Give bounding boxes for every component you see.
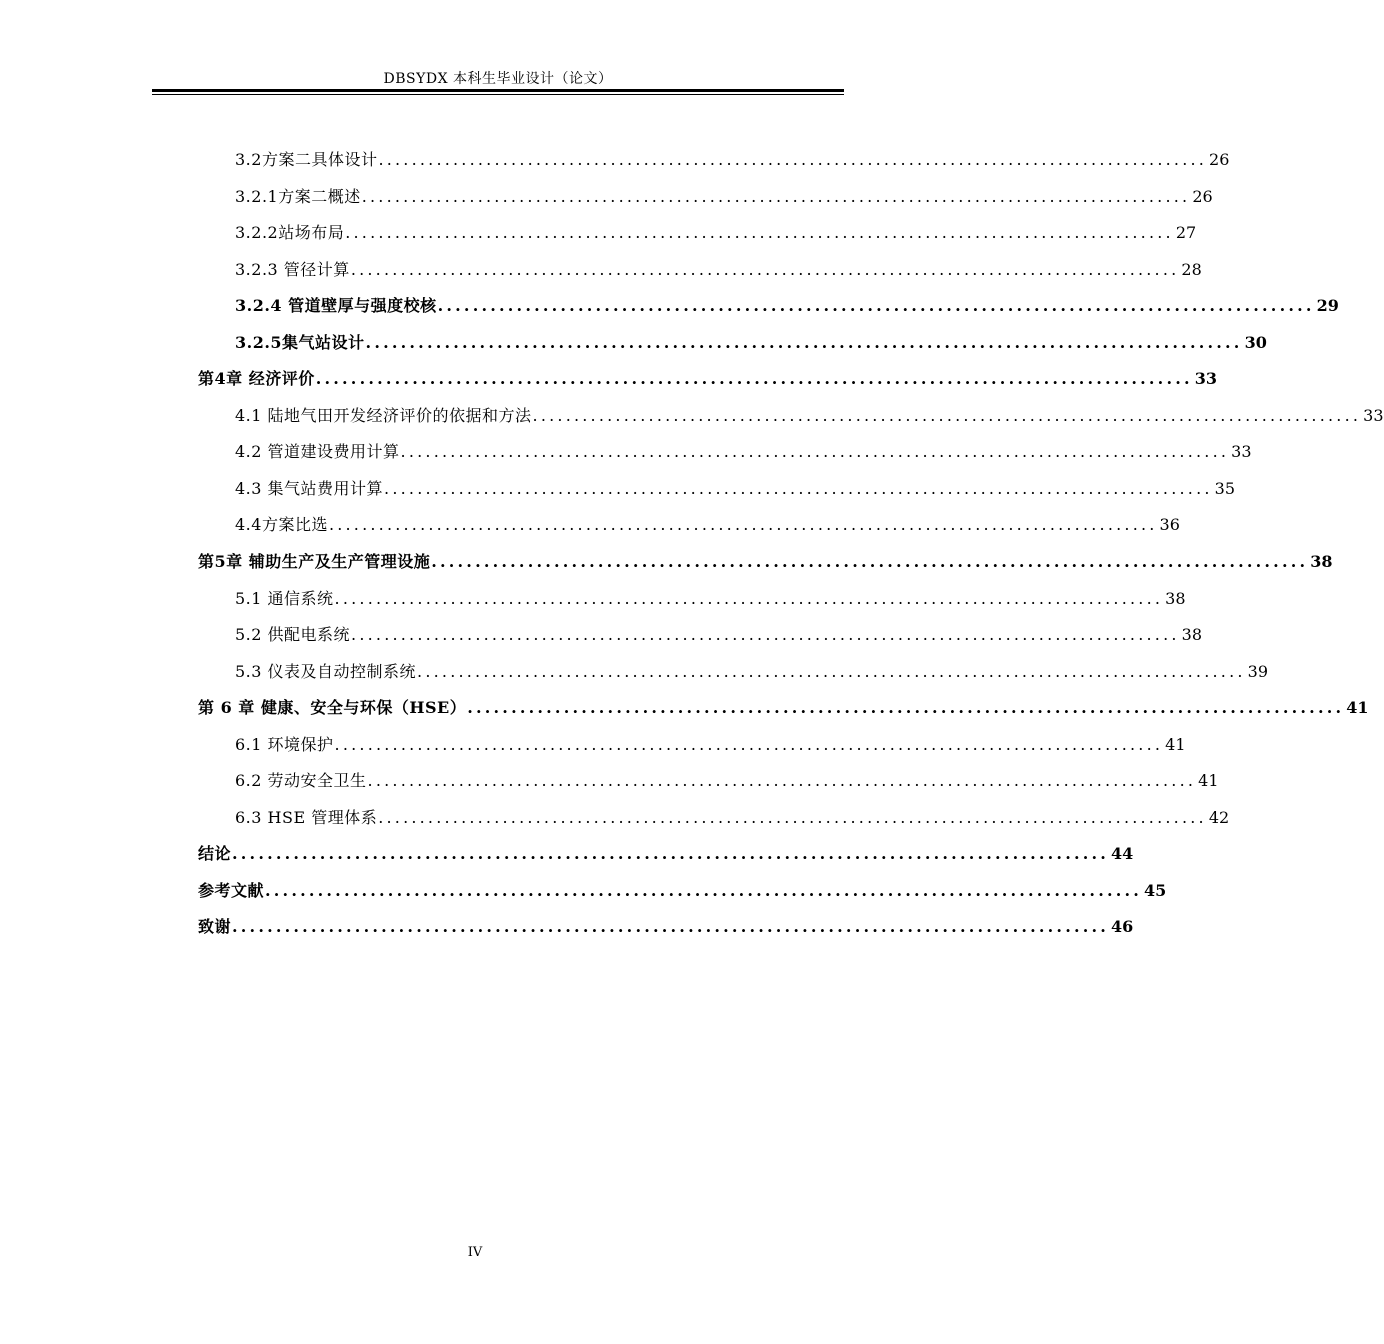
toc-leader: .................................................................................................... — [315, 369, 1193, 388]
toc-leader: .................................................................................................... — [345, 223, 1174, 242]
toc-entry[interactable] — [235, 621, 1202, 645]
toc-entry-label: 3.2.1方案二概述 — [235, 187, 361, 206]
toc-entry-page: 44 — [1111, 844, 1134, 863]
toc-entry-page: 33 — [1194, 369, 1218, 388]
toc-entry-label: 3.2.5集气站设计 — [235, 333, 365, 352]
toc-entry-label: 参考文献 — [198, 881, 265, 900]
toc-leader: .................................................................................................... — [367, 771, 1197, 790]
toc-entry-page: 33 — [1363, 406, 1384, 425]
toc-leader: .................................................................................................... — [361, 187, 1191, 206]
toc-leader: .................................................................................................... — [351, 625, 1180, 644]
toc-leader: .................................................................................................... — [334, 589, 1164, 608]
toc-entry-page: 45 — [1144, 881, 1167, 900]
toc-entry-page: 41 — [1198, 771, 1219, 790]
toc-entry-label: 第5章 辅助生产及生产管理设施 — [198, 552, 431, 571]
toc-entry-label: 6.3 HSE 管理体系 — [235, 808, 378, 827]
toc-leader: .................................................................................................... — [417, 662, 1246, 681]
toc-entry-page: 28 — [1181, 260, 1202, 279]
toc-entry-page: 39 — [1247, 662, 1268, 681]
toc-entry-page: 38 — [1165, 589, 1186, 608]
toc-entry-page: 29 — [1316, 296, 1339, 315]
toc-entry[interactable] — [235, 767, 1219, 791]
toc-entry[interactable] — [235, 146, 1230, 170]
toc-entry[interactable] — [235, 256, 1202, 280]
toc-leader: .................................................................................................... — [384, 479, 1213, 498]
toc-entry[interactable] — [198, 877, 1167, 901]
toc-entry-label: 6.1 环境保护 — [235, 735, 334, 754]
toc-entry[interactable] — [235, 219, 1197, 243]
toc-leader: .................................................................................................... — [265, 881, 1143, 900]
toc-entry-page: 35 — [1214, 479, 1235, 498]
toc-leader: .................................................................................................... — [532, 406, 1362, 425]
toc-leader: .................................................................................................... — [378, 808, 1207, 827]
toc-entry-page: 26 — [1192, 187, 1213, 206]
toc-entry[interactable] — [235, 511, 1180, 535]
toc-leader: .................................................................................................... — [232, 917, 1110, 936]
toc-leader: .................................................................................................... — [232, 844, 1110, 863]
toc-entry-label: 4.3 集气站费用计算 — [235, 479, 384, 498]
toc-entry[interactable] — [235, 438, 1252, 462]
toc-leader: .................................................................................................... — [431, 552, 1309, 571]
toc-entry-page: 42 — [1208, 808, 1230, 827]
toc-entry[interactable] — [235, 731, 1186, 755]
toc-entry[interactable] — [235, 183, 1213, 207]
toc-entry[interactable] — [198, 548, 1333, 572]
toc-entry-page: 27 — [1175, 223, 1197, 242]
header-rule-thick — [152, 89, 844, 92]
toc-entry-label: 3.2.2站场布局 — [235, 223, 345, 242]
page-number: IV — [467, 1245, 483, 1260]
toc-entry[interactable] — [198, 913, 1134, 937]
page-header: DBSYDX 本科生毕业设计（论文） — [383, 71, 613, 87]
toc-entry-page: 38 — [1310, 552, 1333, 571]
toc-leader: .................................................................................................... — [334, 735, 1164, 754]
toc-entry-page: 41 — [1346, 698, 1369, 717]
toc-entry[interactable] — [235, 804, 1230, 828]
toc-entry-label: 5.1 通信系统 — [235, 589, 334, 608]
toc-entry-page: 36 — [1159, 515, 1180, 534]
toc-entry-label: 5.3 仪表及自动控制系统 — [235, 662, 417, 681]
toc-entry-label: 3.2方案二具体设计 — [235, 150, 378, 169]
toc-entry[interactable] — [198, 365, 1218, 389]
toc-leader: .................................................................................................... — [467, 698, 1345, 717]
toc-entry-label: 第 6 章 健康、安全与环保（HSE） — [198, 698, 467, 717]
toc-leader: .................................................................................................... — [400, 442, 1230, 461]
toc-entry-label: 4.2 管道建设费用计算 — [235, 442, 400, 461]
toc-entry-label: 3.2.3 管径计算 — [235, 260, 350, 279]
toc-entry-page: 30 — [1244, 333, 1267, 352]
toc-entry[interactable] — [198, 694, 1369, 718]
header-rule-thin — [152, 94, 844, 95]
toc-entry[interactable] — [235, 585, 1186, 609]
toc-entry-label: 4.4方案比选 — [235, 515, 328, 534]
toc-leader: .................................................................................................... — [378, 150, 1208, 169]
toc-entry-page: 46 — [1111, 917, 1134, 936]
toc-entry[interactable] — [235, 402, 1384, 426]
toc-entry[interactable] — [235, 292, 1339, 316]
toc-leader: .................................................................................................... — [328, 515, 1158, 534]
toc-leader: .................................................................................................... — [350, 260, 1180, 279]
toc-entry-page: 41 — [1165, 735, 1186, 754]
toc-entry[interactable] — [235, 475, 1235, 499]
toc-entry-page: 33 — [1231, 442, 1252, 461]
toc-entry[interactable] — [235, 658, 1268, 682]
toc-entry-page: 38 — [1181, 625, 1202, 644]
toc-entry-label: 5.2 供配电系统 — [235, 625, 351, 644]
toc-entry[interactable] — [235, 329, 1267, 353]
toc-leader: .................................................................................................... — [437, 296, 1315, 315]
toc-entry-label: 第4章 经济评价 — [198, 369, 315, 388]
toc-entry-label: 4.1 陆地气田开发经济评价的依据和方法 — [235, 406, 532, 425]
toc-entry-label: 3.2.4 管道壁厚与强度校核 — [235, 296, 437, 315]
toc-entry-page: 26 — [1209, 150, 1230, 169]
toc-entry[interactable] — [198, 840, 1134, 864]
toc-entry-label: 致谢 — [198, 917, 232, 936]
toc-entry-label: 6.2 劳动安全卫生 — [235, 771, 367, 790]
toc-entry-label: 结论 — [198, 844, 232, 863]
toc-leader: .................................................................................................... — [365, 333, 1243, 352]
